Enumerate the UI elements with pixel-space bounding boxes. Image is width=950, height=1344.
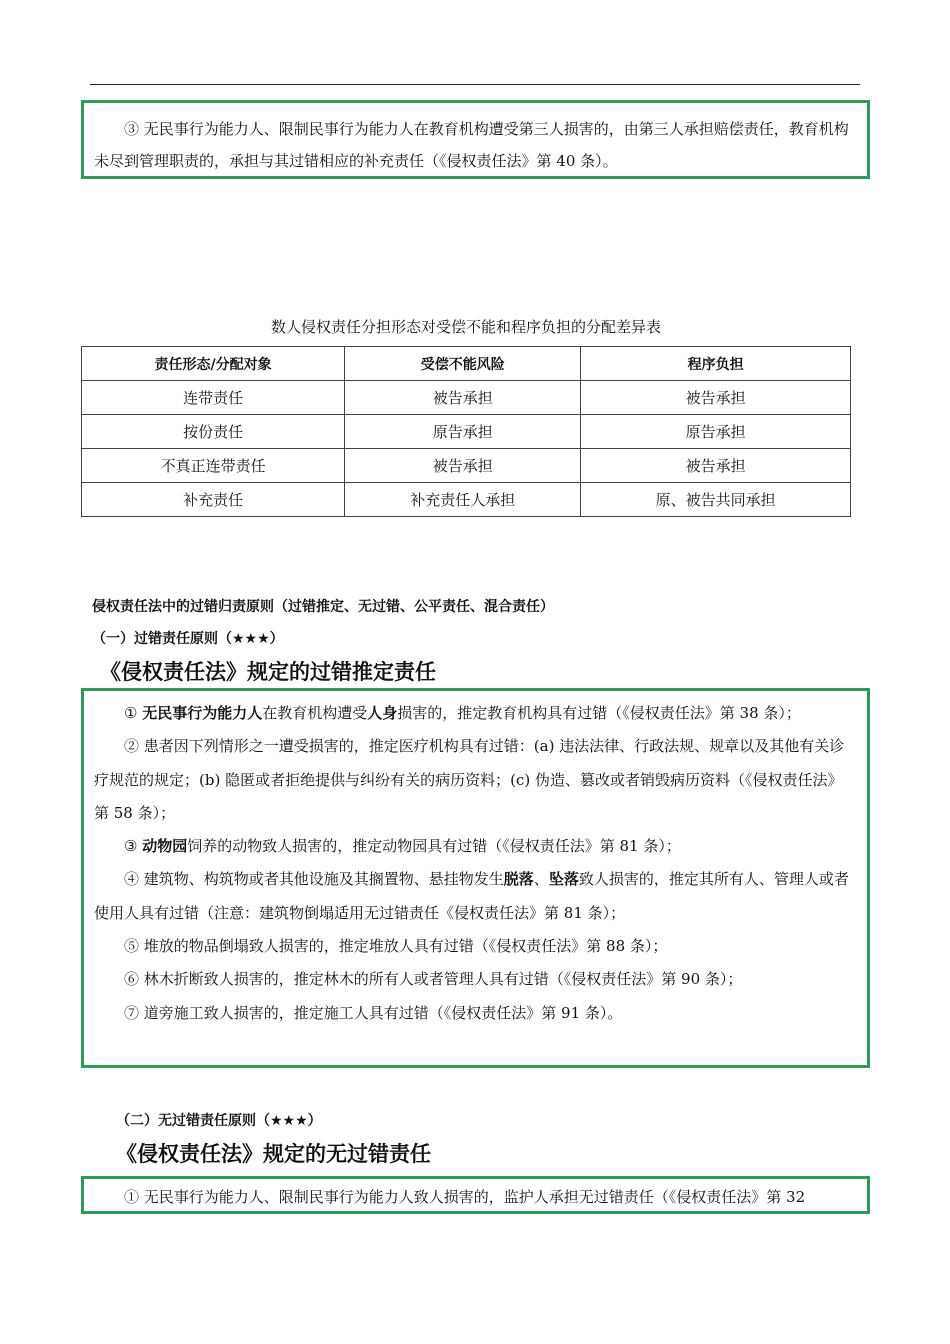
fault-item-4-prefix: ④ 建筑物、构筑物或者其他设施及其搁置物、悬挂物发生 — [124, 870, 504, 889]
liability-table — [81, 346, 851, 517]
table-row — [82, 381, 851, 415]
fault-item-3-emphasis: 动物园 — [142, 837, 188, 856]
fault-item-4-separator: 、 — [533, 870, 549, 889]
fault-item-6: ⑥ 林木折断致人损害的，推定林木的所有人或者管理人具有过错（《侵权责任法》第 90 条）； — [124, 970, 743, 989]
fault-item-1-suffix: 损害的，推定教育机构具有过错（《侵权责任法》第 38 条）； — [397, 704, 801, 722]
table-cell: 不真正连带责任 — [82, 449, 345, 483]
table-row — [82, 415, 851, 449]
fault-item-1 — [94, 697, 857, 730]
table-cell: 被告承担 — [581, 381, 851, 415]
table-cell: 被告承担 — [345, 449, 581, 483]
fault-item-4-emphasis-2: 坠落 — [548, 870, 579, 889]
header-rule — [90, 84, 860, 85]
table-row — [82, 449, 851, 483]
fault-item-4-emphasis-1: 脱落 — [503, 870, 534, 889]
fault-item-4-suffix: 致人损害的，推定其所有人、管理人或者使用人具有过错（注意：建筑物倒塌适用无过错责任《侵权责任法》第 81 条）； — [94, 870, 849, 922]
table-header-row — [82, 347, 851, 381]
fault-item-2: ② 患者因下列情形之一遭受损害的，推定医疗机构具有过错：(a) 违法法律、行政法规、规章以及其他有关诊疗规范的规定；(b) 隐匿或者拒绝提供与纠纷有关的病历资料；(c) 伪造、篡改或者销毁病历资料（《侵权责任法》第 58 条）； — [94, 737, 845, 822]
fault-presumption-title: 《侵权责任法》规定的过错推定责任 — [100, 659, 436, 684]
table-cell: 被告承担 — [345, 381, 581, 415]
no-fault-item-1: ① 无民事行为能力人、限制民事行为能力人致人损害的，监护人承担无过错责任（《侵权责任法》第 32 — [124, 1188, 806, 1206]
note-box-no-fault — [81, 1176, 870, 1214]
fault-item-4 — [94, 863, 857, 930]
fault-item-1-emphasis-2: 人身 — [367, 704, 398, 722]
no-fault-title: 《侵权责任法》规定的无过错责任 — [116, 1141, 431, 1166]
table-cell: 原告承担 — [345, 415, 581, 449]
table-header-cell: 责任形态/分配对象 — [82, 347, 345, 381]
fault-item-5: ⑤ 堆放的物品倒塌致人损害的，推定堆放人具有过错（《侵权责任法》第 88 条）； — [124, 937, 668, 956]
table-caption: 数人侵权责任分担形态对受偿不能和程序负担的分配差异表 — [270, 318, 661, 336]
table-cell: 被告承担 — [581, 449, 851, 483]
fault-item-3-prefix: ③ — [124, 837, 143, 856]
fault-item-3 — [94, 830, 857, 863]
table-cell: 原告承担 — [581, 415, 851, 449]
note-box-third-party — [81, 100, 870, 179]
note-box-fault-presumption — [81, 688, 870, 1068]
third-party-paragraph: ③ 无民事行为能力人、限制民事行为能力人在教育机构遭受第三人损害的，由第三人承担赔偿责任，教育机构未尽到管理职责的，承担与其过错相应的补充责任（《侵权责任法》第 40 条）。 — [94, 120, 849, 170]
table-header-cell: 受偿不能风险 — [345, 347, 581, 381]
table-header-cell: 程序负担 — [581, 347, 851, 381]
fault-item-1-emphasis-1: 无民事行为能力人 — [142, 704, 263, 722]
table-cell: 补充责任人承担 — [345, 483, 581, 517]
table-row — [82, 483, 851, 517]
table-cell: 原、被告共同承担 — [581, 483, 851, 517]
subsection-heading-fault: （一）过错责任原则（★★★） — [92, 631, 284, 647]
fault-item-1-mid: 在教育机构遭受 — [262, 704, 368, 722]
table-cell: 连带责任 — [82, 381, 345, 415]
section-heading: 侵权责任法中的过错归责原则（过错推定、无过错、公平责任、混合责任） — [92, 599, 554, 615]
subsection-heading-no-fault: （二）无过错责任原则（★★★） — [116, 1113, 322, 1129]
fault-item-3-suffix: 饲养的动物致人损害的，推定动物园具有过错（《侵权责任法》第 81 条）； — [187, 837, 681, 856]
fault-item-1-prefix: ① — [124, 704, 143, 722]
table-cell: 补充责任 — [82, 483, 345, 517]
fault-item-7: ⑦ 道旁施工致人损害的，推定施工人具有过错（《侵权责任法》第 91 条）。 — [124, 1003, 623, 1022]
table-cell: 按份责任 — [82, 415, 345, 449]
